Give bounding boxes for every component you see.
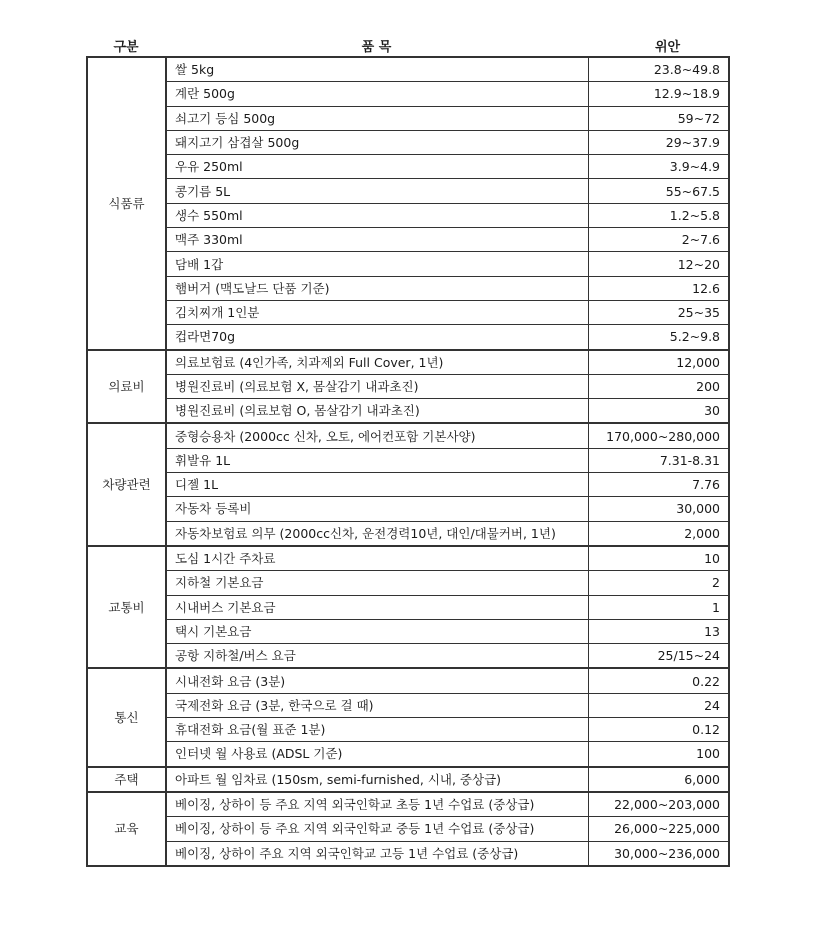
table-row	[87, 767, 729, 792]
price-cell: 7.31-8.31	[588, 448, 729, 472]
price-cell: 1	[588, 595, 729, 619]
price-cell: 7.76	[588, 473, 729, 497]
table-row	[87, 228, 729, 252]
item-cell: 도심 1시간 주차료	[166, 546, 588, 571]
category-cell: 통신	[87, 668, 166, 766]
table-row	[87, 399, 729, 424]
item-cell: 자동차보험료 의무 (2000cc신차, 운전경력10년, 대인/대물커버, 1년)	[166, 521, 588, 546]
table-row	[87, 374, 729, 398]
price-cell: 1.2~5.8	[588, 203, 729, 227]
table-row	[87, 742, 729, 767]
table-row	[87, 521, 729, 546]
item-cell: 디젤 1L	[166, 473, 588, 497]
item-cell: 시내전화 요금 (3분)	[166, 668, 588, 693]
price-cell: 2,000	[588, 521, 729, 546]
item-cell: 햄버거 (맥도날드 단품 기준)	[166, 276, 588, 300]
table-row	[87, 473, 729, 497]
price-cell: 24	[588, 693, 729, 717]
price-cell: 12,000	[588, 350, 729, 375]
table-row	[87, 595, 729, 619]
price-cell: 6,000	[588, 767, 729, 792]
item-cell: 인터넷 월 사용료 (ADSL 기준)	[166, 742, 588, 767]
price-cell: 26,000~225,000	[588, 817, 729, 841]
price-cell: 30,000	[588, 497, 729, 521]
price-cell: 10	[588, 546, 729, 571]
table-row	[87, 276, 729, 300]
item-cell: 의료보험료 (4인가족, 치과제외 Full Cover, 1년)	[166, 350, 588, 375]
table-row	[87, 252, 729, 276]
price-cell: 30,000~236,000	[588, 841, 729, 866]
price-cell: 23.8~49.8	[588, 57, 729, 82]
price-cell: 25~35	[588, 300, 729, 324]
price-table	[86, 56, 730, 867]
price-cell: 22,000~203,000	[588, 792, 729, 817]
header-item: 품 목	[361, 40, 392, 55]
table-row	[87, 693, 729, 717]
price-cell: 170,000~280,000	[588, 423, 729, 448]
table-row	[87, 325, 729, 350]
item-cell: 컵라면70g	[166, 325, 588, 350]
table-row	[87, 497, 729, 521]
item-cell: 맥주 330ml	[166, 228, 588, 252]
category-cell: 식품류	[87, 57, 166, 350]
table-row	[87, 106, 729, 130]
category-cell: 의료비	[87, 350, 166, 424]
price-cell: 200	[588, 374, 729, 398]
price-cell: 29~37.9	[588, 130, 729, 154]
category-cell: 교육	[87, 792, 166, 866]
item-cell: 아파트 월 임차료 (150sm, semi-furnished, 시내, 중상급)	[166, 767, 588, 792]
price-cell: 100	[588, 742, 729, 767]
table-row	[87, 130, 729, 154]
item-cell: 병원진료비 (의료보험 X, 몸살감기 내과초진)	[166, 374, 588, 398]
table-row	[87, 82, 729, 106]
item-cell: 휘발유 1L	[166, 448, 588, 472]
table-row	[87, 718, 729, 742]
item-cell: 베이징, 상하이 등 주요 지역 외국인학교 초등 1년 수업료 (중상급)	[166, 792, 588, 817]
item-cell: 담배 1갑	[166, 252, 588, 276]
table-row	[87, 792, 729, 817]
item-cell: 우유 250ml	[166, 155, 588, 179]
price-table-body	[87, 57, 729, 866]
item-cell: 자동차 등록비	[166, 497, 588, 521]
table-row	[87, 448, 729, 472]
item-cell: 지하철 기본요금	[166, 571, 588, 595]
price-cell: 25/15~24	[588, 644, 729, 669]
item-cell: 베이징, 상하이 등 주요 지역 외국인학교 중등 1년 수업료 (중상급)	[166, 817, 588, 841]
price-cell: 12.6	[588, 276, 729, 300]
item-cell: 병원진료비 (의료보험 O, 몸살감기 내과초진)	[166, 399, 588, 424]
item-cell: 베이징, 상하이 주요 지역 외국인학교 고등 1년 수업료 (중상급)	[166, 841, 588, 866]
price-cell: 0.22	[588, 668, 729, 693]
table-row	[87, 841, 729, 866]
table-row	[87, 546, 729, 571]
category-cell: 교통비	[87, 546, 166, 668]
table-row	[87, 619, 729, 643]
price-cell: 2	[588, 571, 729, 595]
table-row	[87, 179, 729, 203]
price-cell: 30	[588, 399, 729, 424]
table-row	[87, 300, 729, 324]
item-cell: 돼지고기 삼겹살 500g	[166, 130, 588, 154]
table-row	[87, 350, 729, 375]
table-row	[87, 203, 729, 227]
price-cell: 0.12	[588, 718, 729, 742]
price-cell: 2~7.6	[588, 228, 729, 252]
table-row	[87, 817, 729, 841]
category-cell: 주택	[87, 767, 166, 792]
price-cell: 59~72	[588, 106, 729, 130]
item-cell: 생수 550ml	[166, 203, 588, 227]
price-cell: 5.2~9.8	[588, 325, 729, 350]
price-cell: 55~67.5	[588, 179, 729, 203]
item-cell: 쇠고기 등심 500g	[166, 106, 588, 130]
table-row	[87, 644, 729, 669]
table-row	[87, 155, 729, 179]
price-cell: 13	[588, 619, 729, 643]
price-cell: 12~20	[588, 252, 729, 276]
item-cell: 국제전화 요금 (3분, 한국으로 걸 때)	[166, 693, 588, 717]
price-cell: 3.9~4.9	[588, 155, 729, 179]
item-cell: 계란 500g	[166, 82, 588, 106]
item-cell: 휴대전화 요금(월 표준 1분)	[166, 718, 588, 742]
table-row	[87, 668, 729, 693]
item-cell: 시내버스 기본요금	[166, 595, 588, 619]
item-cell: 중형승용차 (2000cc 신차, 오토, 에어컨포함 기본사양)	[166, 423, 588, 448]
header-price: 위안	[654, 40, 681, 55]
item-cell: 콩기름 5L	[166, 179, 588, 203]
table-row	[87, 57, 729, 82]
table-row	[87, 423, 729, 448]
header-category: 구분	[113, 40, 139, 55]
item-cell: 김치찌개 1인분	[166, 300, 588, 324]
item-cell: 쌀 5kg	[166, 57, 588, 82]
table-row	[87, 571, 729, 595]
price-cell: 12.9~18.9	[588, 82, 729, 106]
category-cell: 차량관련	[87, 423, 166, 545]
item-cell: 공항 지하철/버스 요금	[166, 644, 588, 669]
item-cell: 택시 기본요금	[166, 619, 588, 643]
